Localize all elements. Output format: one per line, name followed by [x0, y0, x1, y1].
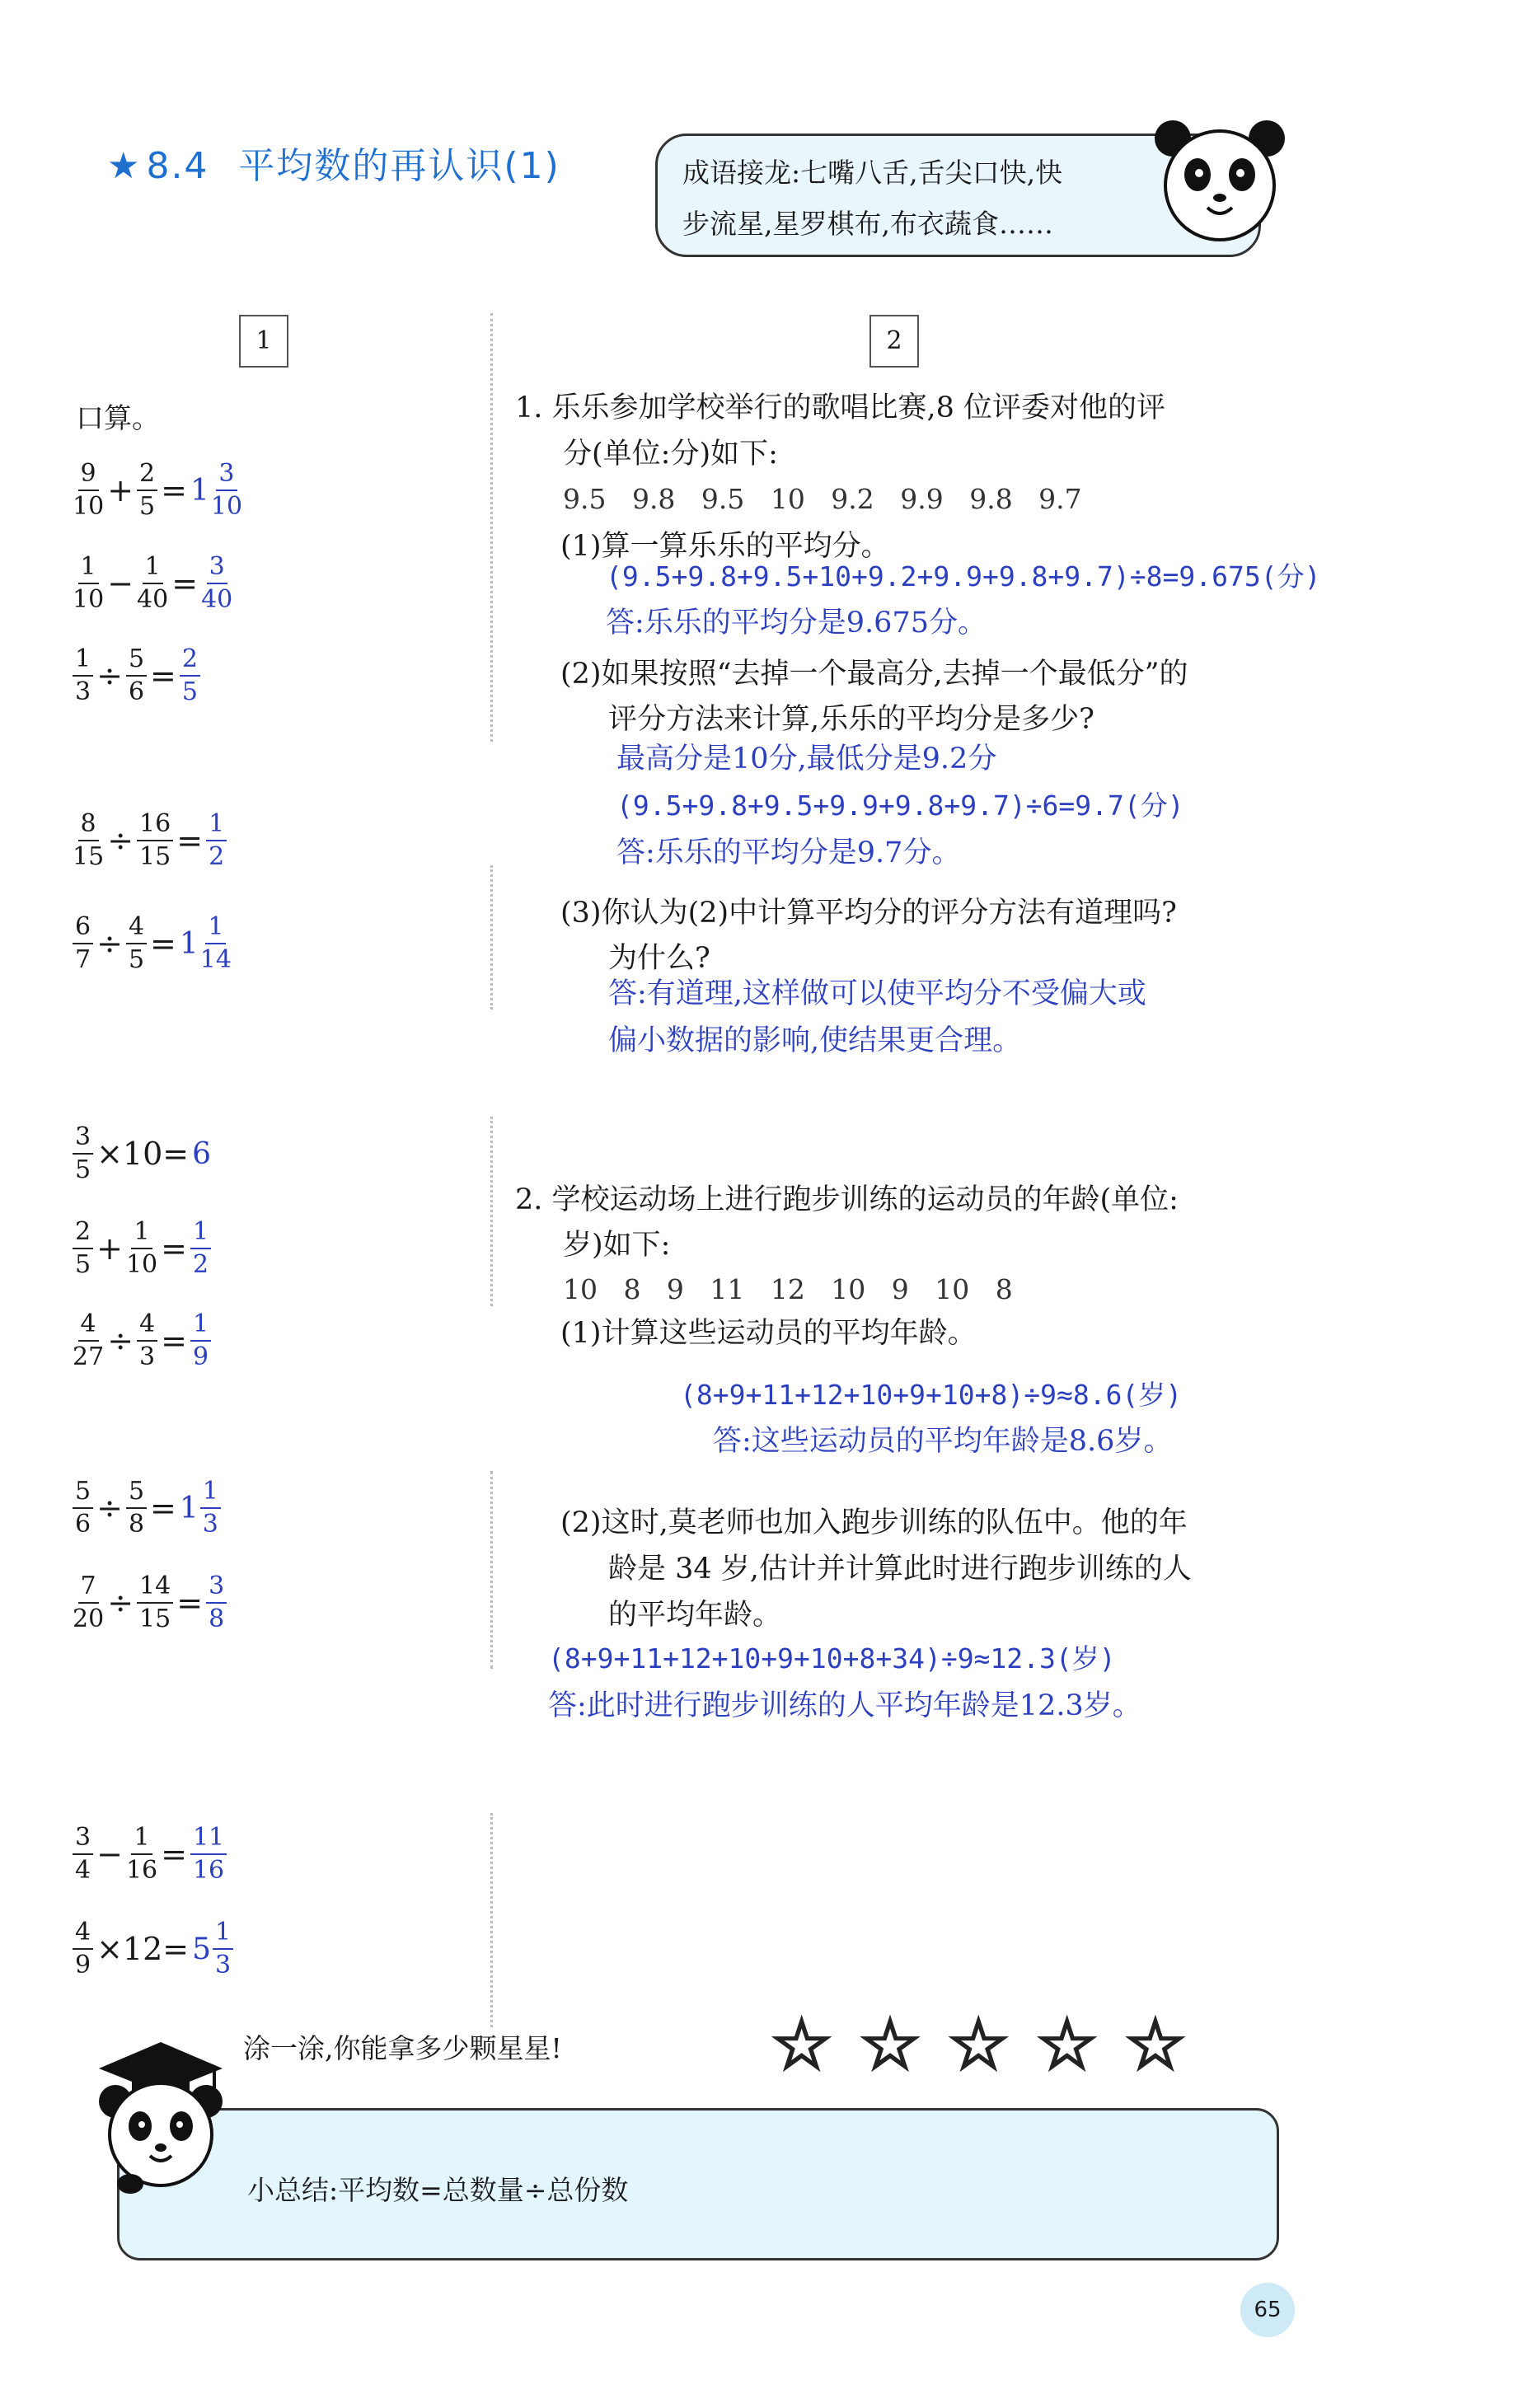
fraction	[180, 644, 200, 708]
numerator: 1	[213, 1917, 233, 1950]
numerator: 1	[200, 1476, 221, 1509]
operator: ÷	[107, 1323, 134, 1359]
denominator: 5	[75, 1155, 91, 1184]
q1-answer-3-line-1: 答:有道理,这样做可以使平均分不受偏大或	[608, 977, 1146, 1010]
numerator: 9	[78, 458, 99, 491]
oral-calc-item	[73, 1291, 211, 1390]
denominator: 3	[215, 1951, 232, 1979]
numerator: 11	[190, 1822, 227, 1855]
numerator: 6	[73, 911, 93, 944]
numerator: 2	[73, 1216, 93, 1249]
fraction	[206, 1571, 227, 1635]
fraction	[73, 808, 104, 873]
numerator: 5	[126, 1476, 147, 1509]
oral-answer	[206, 1571, 227, 1635]
denominator: 10	[210, 492, 243, 521]
equals-sign: =	[150, 658, 176, 694]
oral-calc-item	[73, 1104, 213, 1203]
numerator: 2	[137, 458, 157, 491]
fraction	[211, 458, 242, 522]
denominator: 3	[75, 677, 91, 706]
column-divider	[490, 1471, 493, 1669]
answer-whole: 5	[192, 1932, 212, 1966]
oral-answer	[190, 458, 242, 522]
numerator: 1	[73, 644, 93, 677]
numerator: 14	[137, 1571, 173, 1604]
operator: ÷	[96, 658, 123, 694]
equals-sign: =	[161, 1230, 187, 1267]
denominator: 3	[139, 1342, 156, 1371]
fraction	[190, 1216, 211, 1281]
equals-sign: =	[150, 925, 176, 962]
fraction	[190, 1309, 211, 1373]
operator: ÷	[107, 822, 134, 859]
oral-calc-item	[73, 1459, 221, 1558]
operator: −	[96, 1836, 123, 1872]
fraction	[126, 644, 147, 708]
panda-graduate-icon	[82, 2036, 239, 2196]
operator: −	[107, 565, 134, 602]
denominator: 27	[73, 1342, 105, 1371]
denominator: 5	[128, 945, 145, 974]
panda-icon	[1150, 115, 1290, 247]
q1-stem-line-1: 1. 乐乐参加学校举行的歌唱比赛,8 位评委对他的评	[515, 391, 1166, 424]
operator: ×12=	[96, 1931, 190, 1967]
numerator: 3	[206, 1571, 227, 1604]
oral-calc-item	[73, 1553, 227, 1652]
oral-answer	[190, 1309, 211, 1373]
denominator: 16	[192, 1856, 225, 1885]
oral-heading: 口算。	[76, 402, 160, 435]
star-outline-icon[interactable]: ☆	[947, 2004, 1010, 2085]
q1-answer-1-calc: (9.5+9.8+9.5+10+9.2+9.9+9.8+9.7)÷8=9.675(分)	[606, 560, 1321, 593]
q1-part-3-line-1: (3)你认为(2)中计算平均分的评分方法有道理吗?	[560, 897, 1177, 930]
q1-part-1: (1)算一算乐乐的平均分。	[560, 530, 890, 563]
oral-calc-item	[73, 894, 232, 993]
q1-scores: 9.5 9.8 9.5 10 9.2 9.9 9.8 9.7	[563, 483, 1082, 515]
numerator: 1	[131, 1216, 152, 1249]
numerator: 16	[137, 808, 173, 841]
denominator: 40	[137, 585, 169, 614]
column-divider	[490, 1117, 493, 1306]
fraction	[137, 458, 157, 522]
fraction	[126, 1822, 157, 1886]
fraction	[137, 1309, 157, 1373]
operator: +	[107, 472, 134, 508]
oral-answer	[206, 808, 227, 873]
denominator: 6	[128, 677, 145, 706]
fraction	[126, 911, 147, 976]
summary-text: 小总结:平均数=总数量÷总份数	[247, 2174, 629, 2206]
fraction	[201, 551, 232, 616]
denominator: 5	[181, 677, 198, 706]
fraction	[137, 1571, 173, 1635]
denominator: 15	[139, 1605, 171, 1633]
answer-whole: 1	[179, 1491, 199, 1525]
q2-answer-1-calc: (8+9+11+12+10+9+10+8)÷9≈8.6(岁)	[680, 1379, 1183, 1411]
oral-calc-item	[73, 1199, 211, 1298]
denominator: 4	[75, 1856, 91, 1885]
numerator: 1	[206, 808, 227, 841]
numerator: 3	[216, 458, 237, 491]
q2-part-2-line-3: 的平均年龄。	[608, 1599, 782, 1632]
oral-calc-item	[73, 626, 200, 725]
fraction	[73, 1571, 104, 1635]
numerator: 1	[190, 1216, 211, 1249]
star-outline-icon[interactable]: ☆	[1124, 2004, 1187, 2085]
fraction	[73, 1917, 93, 1981]
rating-stars	[771, 2004, 1187, 2085]
fraction	[200, 911, 232, 976]
q1-answer-2-line-1: 最高分是10分,最低分是9.2分	[616, 743, 997, 775]
operator: +	[96, 1230, 123, 1267]
denominator: 5	[139, 492, 156, 521]
column-1-label: 1	[239, 315, 288, 368]
denominator: 15	[139, 842, 171, 871]
column-divider	[490, 1813, 493, 2027]
numerator: 4	[126, 911, 147, 944]
fraction	[73, 1476, 93, 1540]
star-outline-icon[interactable]: ☆	[1035, 2004, 1099, 2085]
oral-calc-item	[73, 1900, 233, 1998]
fraction	[126, 1476, 147, 1540]
column-2-label: 2	[869, 315, 919, 368]
equals-sign: =	[171, 565, 199, 602]
denominator: 9	[75, 1951, 91, 1979]
oral-answer	[190, 1822, 227, 1886]
fraction	[73, 1122, 93, 1186]
numerator: 2	[180, 644, 200, 677]
fraction	[126, 1216, 157, 1281]
oral-answer	[192, 1917, 233, 1981]
oral-answer	[190, 1216, 211, 1281]
idiom-line-2: 步流星,星罗棋布,布衣蔬食……	[682, 208, 1053, 240]
q1-part-2-line-1: (2)如果按照“去掉一个最高分,去掉一个最低分”的	[560, 658, 1188, 691]
denominator: 7	[75, 945, 91, 974]
oral-answer	[180, 644, 200, 708]
star-outline-icon[interactable]: ☆	[771, 2004, 833, 2085]
denominator: 2	[192, 1250, 209, 1279]
operator: ÷	[96, 1490, 123, 1526]
denominator: 10	[73, 492, 105, 521]
numerator: 4	[137, 1309, 157, 1342]
oral-calc-item	[73, 791, 227, 890]
q1-answer-2: 答:乐乐的平均分是9.7分。	[616, 836, 961, 869]
denominator: 8	[209, 1605, 225, 1633]
q1-answer-3-line-2: 偏小数据的影响,使结果更合理。	[608, 1024, 1022, 1057]
star-icon: ★	[107, 145, 142, 187]
numerator: 1	[143, 551, 163, 584]
equals-sign: =	[161, 1323, 187, 1359]
section-number: 8.4	[146, 145, 209, 187]
numerator: 3	[73, 1822, 93, 1855]
fraction	[73, 911, 93, 976]
denominator: 2	[209, 842, 225, 871]
q2-answer-2: 答:此时进行跑步训练的人平均年龄是12.3岁。	[548, 1689, 1141, 1722]
oral-answer	[192, 1137, 213, 1171]
fraction	[137, 808, 173, 873]
stars-prompt: 涂一涂,你能拿多少颗星星!	[243, 2032, 562, 2064]
q2-stem-line-1: 2. 学校运动场上进行跑步训练的运动员的年龄(单位:	[515, 1183, 1179, 1216]
numerator: 3	[207, 551, 227, 584]
numerator: 7	[78, 1571, 99, 1604]
denominator: 5	[75, 1250, 91, 1279]
column-divider	[490, 313, 493, 742]
operator: ÷	[107, 1585, 134, 1621]
idiom-line-1: 成语接龙:七嘴八舌,舌尖口快,快	[682, 157, 1063, 189]
q1-part-2-line-2: 评分方法来计算,乐乐的平均分是多少?	[608, 703, 1094, 736]
fraction	[137, 551, 168, 616]
numerator: 5	[73, 1476, 93, 1509]
operator: ÷	[96, 925, 123, 962]
fraction	[213, 1917, 233, 1981]
fraction	[206, 808, 227, 873]
q2-part-2-line-1: (2)这时,莫老师也加入跑步训练的队伍中。他的年	[560, 1506, 1188, 1539]
answer-whole: 1	[179, 926, 199, 961]
denominator: 20	[73, 1605, 105, 1633]
denominator: 9	[192, 1342, 209, 1371]
equals-sign: =	[176, 1585, 204, 1621]
numerator: 1	[205, 911, 226, 944]
numerator: 1	[190, 1309, 211, 1342]
answer-whole: 6	[192, 1136, 212, 1171]
q2-answer-1: 答:这些运动员的平均年龄是8.6岁。	[713, 1425, 1173, 1458]
oral-answer	[180, 911, 232, 976]
operator: ×10=	[96, 1136, 190, 1172]
numerator: 5	[126, 644, 147, 677]
equals-sign: =	[161, 472, 187, 508]
fraction	[73, 551, 104, 616]
page-number: 65	[1240, 2283, 1295, 2337]
fraction	[200, 1476, 221, 1540]
q2-ages: 10 8 9 11 12 10 9 10 8	[563, 1273, 1013, 1305]
answer-whole: 1	[190, 473, 209, 508]
oral-calc-item	[73, 1805, 227, 1904]
q1-answer-2-calc: (9.5+9.8+9.5+9.9+9.8+9.7)÷6=9.7(分)	[616, 789, 1184, 822]
q1-stem-line-2: 分(单位:分)如下:	[563, 438, 778, 471]
denominator: 3	[202, 1510, 218, 1539]
q2-part-2-line-2: 龄是 34 岁,估计并计算此时进行跑步训练的人	[608, 1553, 1192, 1586]
equals-sign: =	[150, 1490, 176, 1526]
numerator: 1	[78, 551, 99, 584]
section-title	[107, 136, 560, 189]
denominator: 14	[199, 945, 232, 974]
q2-stem-line-2: 岁)如下:	[563, 1229, 671, 1262]
fraction	[73, 1309, 104, 1373]
denominator: 8	[128, 1510, 145, 1539]
fraction	[73, 644, 93, 708]
numerator: 4	[73, 1917, 93, 1950]
fraction	[190, 1822, 227, 1886]
oral-calc-item	[73, 441, 242, 540]
denominator: 10	[125, 1250, 158, 1279]
q1-answer-1: 答:乐乐的平均分是9.675分。	[606, 607, 987, 639]
denominator: 40	[201, 585, 233, 614]
numerator: 4	[78, 1309, 99, 1342]
equals-sign: =	[161, 1836, 187, 1872]
numerator: 1	[131, 1822, 152, 1855]
q2-answer-2-calc: (8+9+11+12+10+9+10+8+34)÷9≈12.3(岁)	[548, 1642, 1116, 1675]
denominator: 16	[125, 1856, 158, 1885]
numerator: 8	[78, 808, 99, 841]
star-outline-icon[interactable]: ☆	[859, 2004, 921, 2085]
q2-part-1: (1)计算这些运动员的平均年龄。	[560, 1317, 977, 1350]
fraction	[73, 1822, 93, 1886]
denominator: 6	[75, 1510, 91, 1539]
fraction	[73, 458, 104, 522]
column-divider	[490, 865, 493, 1010]
equals-sign: =	[176, 822, 204, 859]
q1-part-3-line-2: 为什么?	[608, 942, 710, 975]
numerator: 3	[73, 1122, 93, 1155]
oral-answer	[201, 551, 232, 616]
section-title-text: 平均数的再认识(1)	[238, 145, 560, 187]
oral-answer	[180, 1476, 221, 1540]
oral-calc-item	[73, 534, 232, 633]
fraction	[73, 1216, 93, 1281]
denominator: 10	[73, 585, 105, 614]
denominator: 15	[73, 842, 105, 871]
